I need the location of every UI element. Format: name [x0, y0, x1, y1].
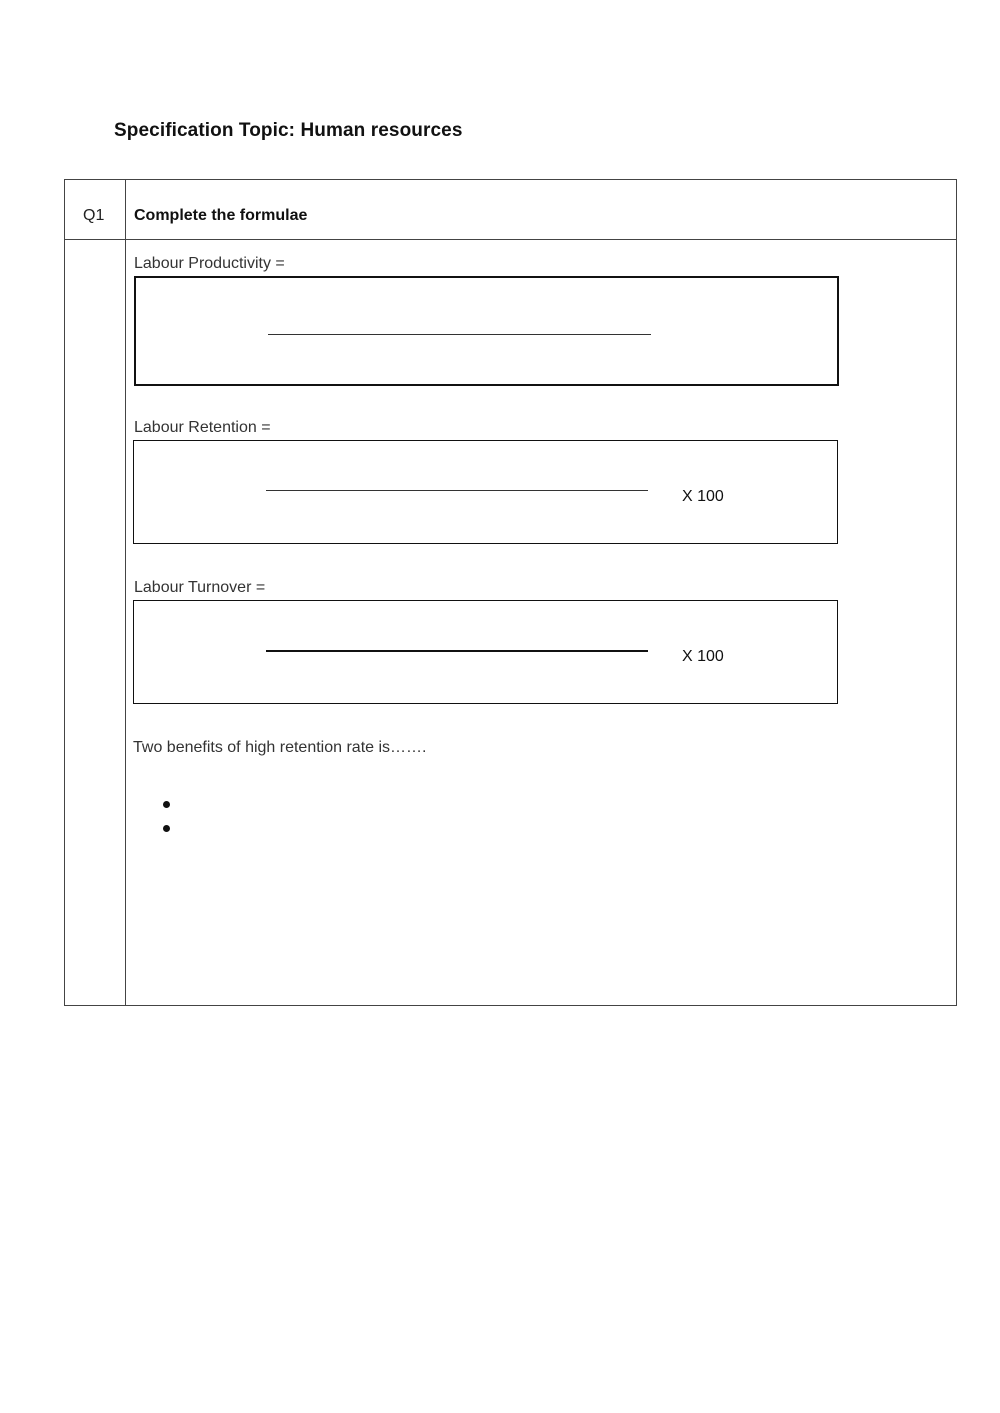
- list-item[interactable]: [160, 795, 560, 819]
- formula-label-labour-retention: Labour Retention =: [134, 419, 271, 436]
- question-number: Q1: [83, 207, 105, 224]
- page-title: Specification Topic: Human resources: [114, 120, 463, 141]
- formula-label-labour-productivity: Labour Productivity =: [134, 255, 285, 272]
- benefits-list: [160, 795, 560, 843]
- multiplier-text: X 100: [682, 488, 724, 505]
- fraction-line: [268, 334, 651, 335]
- column-divider: [125, 180, 126, 1005]
- formula-answer-box-labour-retention[interactable]: [133, 440, 838, 544]
- fraction-line: [266, 650, 648, 652]
- bullet-icon: [163, 801, 170, 808]
- row-divider: [65, 239, 956, 240]
- benefits-prompt: Two benefits of high retention rate is…….: [133, 739, 427, 756]
- list-item[interactable]: [160, 819, 560, 843]
- fraction-line: [266, 490, 648, 491]
- multiplier-text: X 100: [682, 648, 724, 665]
- bullet-icon: [163, 825, 170, 832]
- formula-label-labour-turnover: Labour Turnover =: [134, 579, 266, 596]
- formula-answer-box-labour-turnover[interactable]: [133, 600, 838, 704]
- formula-answer-box-labour-productivity[interactable]: [134, 276, 839, 386]
- question-instruction: Complete the formulae: [134, 207, 308, 224]
